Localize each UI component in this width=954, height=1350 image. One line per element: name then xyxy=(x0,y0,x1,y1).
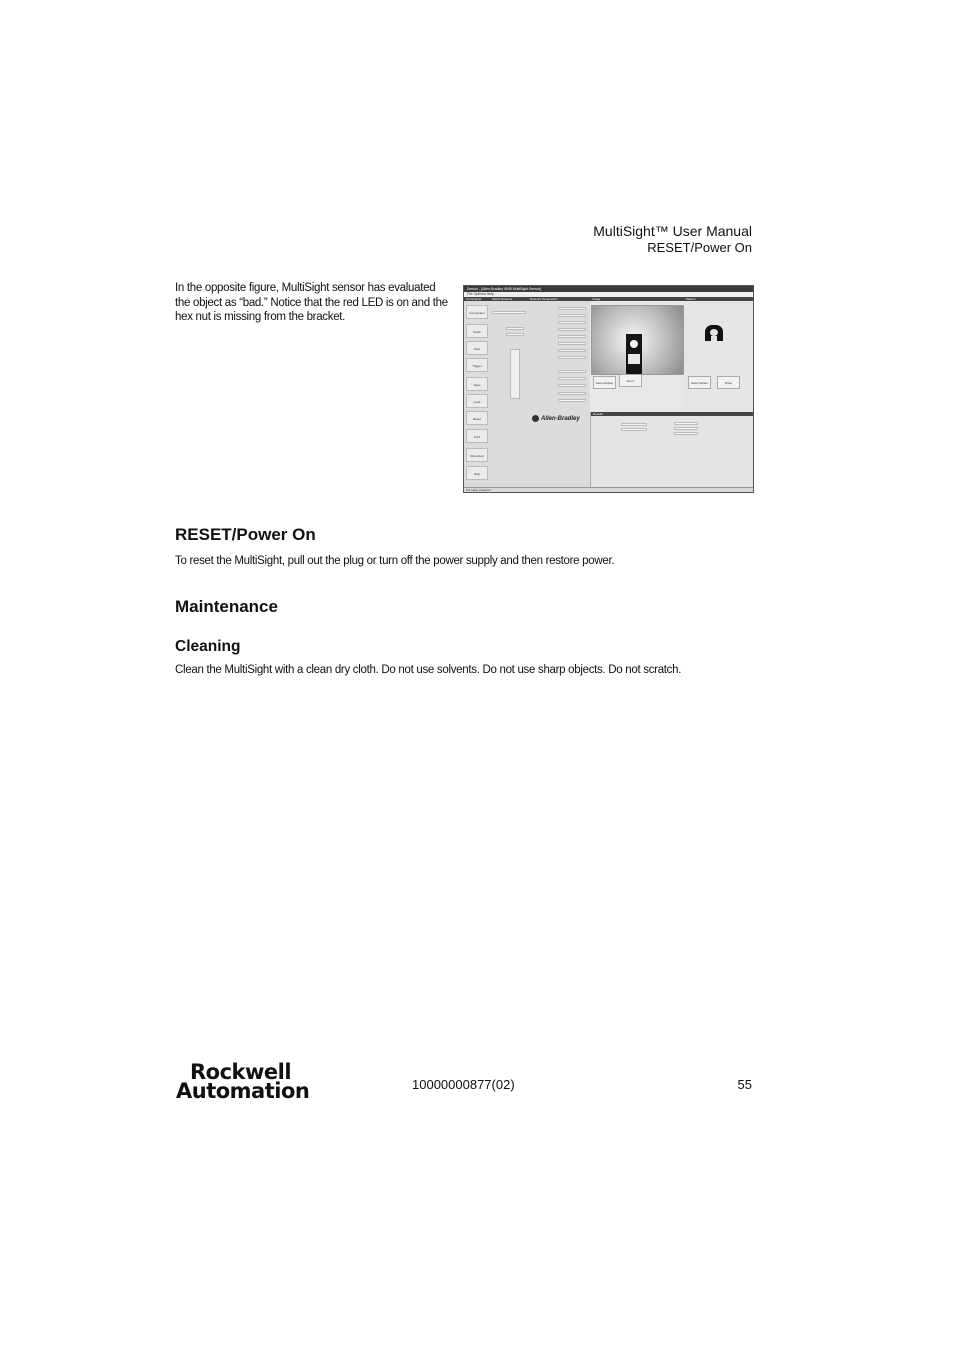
reset-heading: RESET/Power On xyxy=(175,525,316,544)
figure-menu-bar: File Options Help xyxy=(464,292,753,297)
connection-button: Connection xyxy=(466,305,488,319)
parameter-field xyxy=(558,392,586,395)
rockwell-automation-logo xyxy=(176,1060,310,1103)
recorded-images-button: Recorded xyxy=(466,448,488,462)
reset-button: Reset xyxy=(466,411,488,425)
bracket-object xyxy=(626,334,642,374)
result-field xyxy=(674,427,698,430)
parameter-field xyxy=(558,307,586,310)
bracket-base xyxy=(628,354,640,364)
help-button: Help xyxy=(466,466,488,480)
commands-pane-header: Commands xyxy=(464,297,490,301)
header-title: MultiSight™ User Manual xyxy=(593,223,752,239)
result-field xyxy=(674,432,698,435)
result-field xyxy=(621,428,647,431)
select-detector-pane xyxy=(490,297,529,487)
parameter-field xyxy=(558,335,586,338)
cleaning-paragraph: Clean the MultiSight with a clean dry cloth. Do not use solvents. Do not use sharp objects. Do not scratch. xyxy=(175,664,682,676)
software-screenshot-figure xyxy=(463,285,754,493)
stop-button: Stop xyxy=(466,341,488,355)
pattern-pane xyxy=(684,297,753,412)
ab-seal-icon xyxy=(532,415,539,422)
parameter-field xyxy=(558,384,586,387)
detector-parameters-pane xyxy=(528,297,591,487)
logo-line-1: Rockwell xyxy=(190,1060,292,1084)
detector-parameters-header: Detector Parameters xyxy=(528,297,590,301)
result-field xyxy=(674,422,698,425)
maintenance-heading: Maintenance xyxy=(175,597,278,616)
intro-paragraph: In the opposite figure, MultiSight sensor has evaluated the object as “bad.” Notice that the red LED is on and the hex nut is missing from the bracket. xyxy=(175,282,448,323)
load-button: Load xyxy=(466,394,488,408)
result-field xyxy=(621,423,647,426)
camera-image xyxy=(591,305,684,375)
reset-paragraph: To reset the MultiSight, pull out the plug or turn off the power supply and then restore power. xyxy=(175,555,615,567)
detector-field xyxy=(492,311,526,314)
print-button: Print xyxy=(466,429,488,443)
allen-bradley-logo xyxy=(532,415,580,422)
save-button: Save xyxy=(466,377,488,391)
header-subtitle: RESET/Power On xyxy=(647,240,752,255)
parameter-field xyxy=(558,377,586,380)
figure-window-title: Sensor - [Allen-Bradley 4945 MultiSight Sensor] xyxy=(464,286,753,292)
parameter-field xyxy=(558,356,586,359)
parameter-field xyxy=(558,314,586,317)
results-header: Results xyxy=(591,412,753,416)
brand-name: Allen-Bradley xyxy=(541,416,580,423)
figure-status-bar: For Help, press F1 xyxy=(464,487,753,492)
trigger-button: Trigger xyxy=(466,358,488,372)
logo-line-2: Automation xyxy=(176,1079,310,1103)
select-detector-header: Select Detector xyxy=(490,297,528,301)
commands-pane xyxy=(464,297,491,487)
cleaning-heading: Cleaning xyxy=(175,638,241,655)
pattern-hole xyxy=(710,329,718,336)
page-number: 55 xyxy=(737,1077,752,1092)
document-number: 10000000877(02) xyxy=(412,1077,515,1092)
parameter-field xyxy=(558,370,586,373)
parameter-field xyxy=(558,349,586,352)
pattern-cut xyxy=(711,336,717,341)
pattern-thumbnail xyxy=(705,325,723,341)
bracket-hole xyxy=(630,340,638,348)
parameter-field xyxy=(558,328,586,331)
save-display-button: Save Display xyxy=(593,376,616,389)
parameter-field xyxy=(558,321,586,324)
detector-field xyxy=(506,327,524,330)
draw-button: Draw xyxy=(717,376,740,389)
pattern-pane-header: Pattern xyxy=(684,297,753,301)
save-pattern-button: Save Pattern xyxy=(688,376,711,389)
zoom-button: Zoom xyxy=(619,374,642,387)
parameter-field xyxy=(558,399,586,402)
teach-button: Teach xyxy=(466,324,488,338)
image-pane-header: Image xyxy=(590,297,684,301)
parameter-field xyxy=(558,342,586,345)
detector-field xyxy=(506,333,524,336)
detector-list xyxy=(510,349,520,399)
